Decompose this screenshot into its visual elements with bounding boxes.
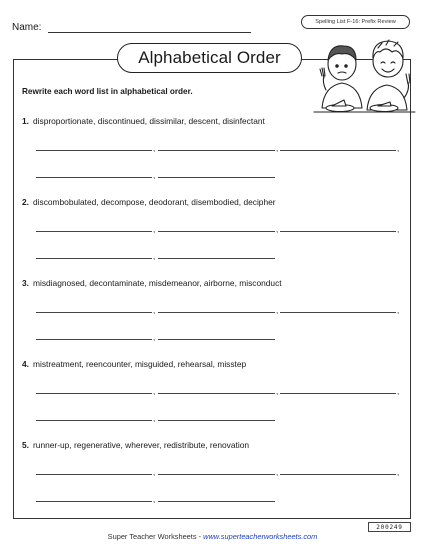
word-list: disproportionate, discontinued, dissimilar, descent, disinfectant [33,116,265,126]
comma: , [153,414,156,423]
question-1 [22,116,265,126]
word-list: discombobulated, decompose, deodorant, disembodied, decipher [33,197,276,207]
answer-line[interactable] [36,150,152,151]
question-number: 1. [22,116,29,126]
question-4 [22,359,246,369]
comma: , [153,252,156,261]
footer-brand: Super Teacher Worksheets [107,532,197,541]
answer-line[interactable] [280,312,396,313]
comma: , [153,495,156,504]
footer-separator: - [196,532,204,541]
name-label: Name: [12,22,42,33]
question-5 [22,440,249,450]
comma: , [153,225,156,234]
comma: , [276,225,279,234]
footer [0,532,425,541]
answer-line[interactable] [158,258,275,259]
comma: , [276,306,279,315]
answer-line[interactable] [158,501,275,502]
comma: , [397,225,400,234]
answer-line[interactable] [280,393,396,394]
comma: , [276,144,279,153]
answer-line[interactable] [36,177,152,178]
comma: , [153,333,156,342]
answer-line[interactable] [158,150,275,151]
answer-line[interactable] [36,339,152,340]
comma: , [397,468,400,477]
comma: , [153,306,156,315]
answer-line[interactable] [280,150,396,151]
question-number: 2. [22,197,29,207]
comma: , [153,144,156,153]
question-2 [22,197,276,207]
answer-line[interactable] [158,231,275,232]
question-3 [22,278,282,288]
answer-line[interactable] [36,501,152,502]
answer-line[interactable] [36,312,152,313]
worksheet-box [13,59,411,519]
boys-eating-icon [312,28,417,118]
answer-line[interactable] [158,312,275,313]
comma: , [397,387,400,396]
answer-line[interactable] [158,339,275,340]
answer-line[interactable] [36,258,152,259]
name-line[interactable] [48,32,251,33]
answer-line[interactable] [36,420,152,421]
word-list: mistreatment, reencounter, misguided, rehearsal, misstep [33,359,247,369]
question-number: 5. [22,440,29,450]
comma: , [397,144,400,153]
instructions: Rewrite each word list in alphabetical order. [22,87,193,96]
question-number: 3. [22,278,29,288]
answer-line[interactable] [158,393,275,394]
comma: , [153,171,156,180]
comma: , [276,387,279,396]
worksheet-code: 200249 [368,522,411,532]
page-title: Alphabetical Order [117,43,302,73]
answer-line[interactable] [158,474,275,475]
word-list: runner-up, regenerative, wherever, redistribute, renovation [33,440,250,450]
comma: , [276,468,279,477]
comma: , [153,387,156,396]
answer-line[interactable] [36,231,152,232]
comma: , [153,468,156,477]
spelling-list-badge: Spelling List F-16: Prefix Review [301,15,410,29]
comma: , [397,306,400,315]
answer-line[interactable] [280,474,396,475]
question-number: 4. [22,359,29,369]
answer-line[interactable] [158,420,275,421]
answer-line[interactable] [36,393,152,394]
footer-url[interactable]: www.superteacherworksheets.com [203,532,318,541]
answer-line[interactable] [36,474,152,475]
answer-line[interactable] [280,231,396,232]
word-list: misdiagnosed, decontaminate, misdemeanor, airborne, misconduct [33,278,282,288]
answer-line[interactable] [158,177,275,178]
